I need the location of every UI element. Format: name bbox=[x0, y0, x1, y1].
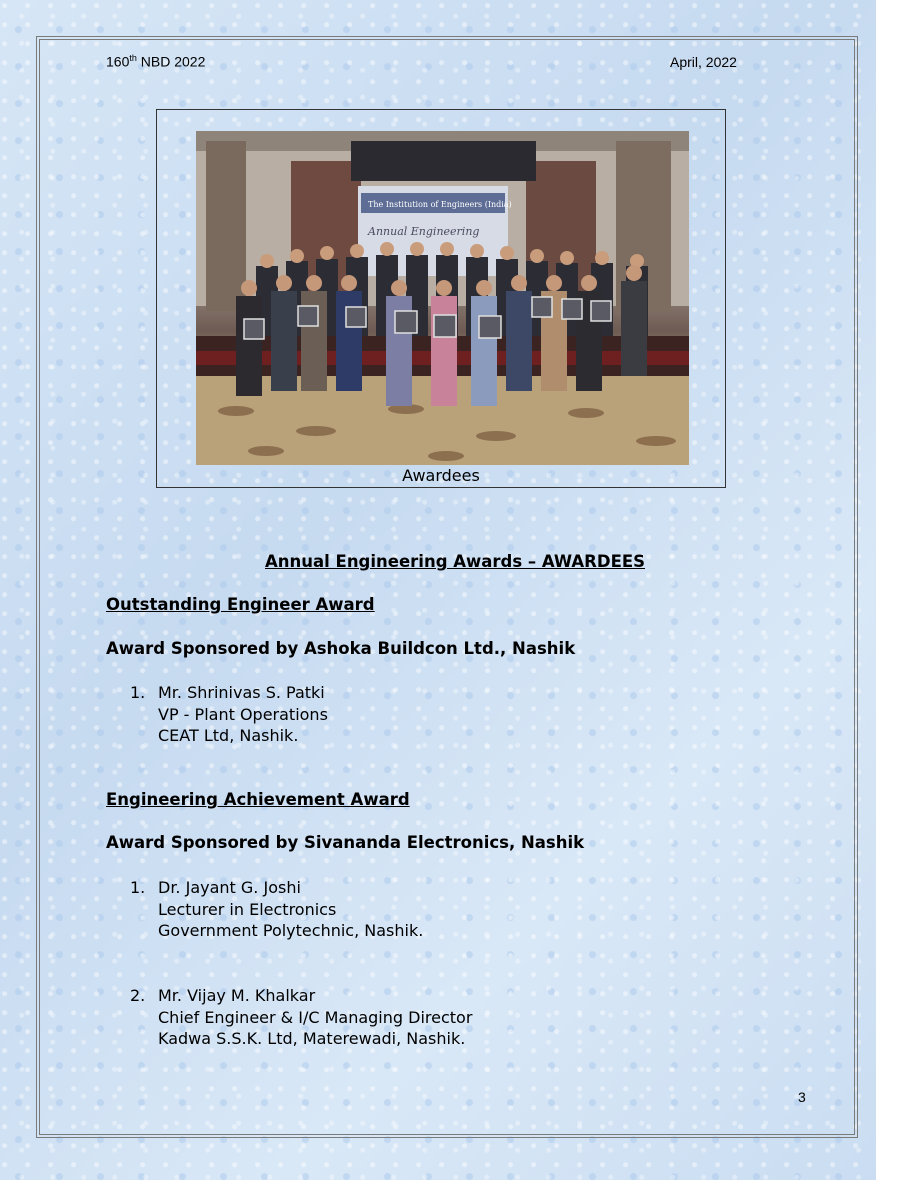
awardee-organization: Government Polytechnic, Nashik. bbox=[158, 921, 424, 940]
group-photo-illustration bbox=[196, 131, 689, 465]
awardee-number: 2. bbox=[130, 986, 146, 1005]
awardee-designation: Lecturer in Electronics bbox=[158, 899, 337, 919]
awardee-number: 1. bbox=[130, 683, 146, 702]
awardee-number: 1. bbox=[130, 878, 146, 897]
banner-text-2: Annual Engineering bbox=[368, 225, 480, 238]
awardee-name: Dr. Jayant G. Joshi bbox=[158, 878, 301, 897]
main-heading: Annual Engineering Awards – AWARDEES bbox=[265, 552, 645, 571]
photo-frame bbox=[156, 109, 726, 488]
awardee-organization: Kadwa S.S.K. Ltd, Materewadi, Nashik. bbox=[158, 1029, 466, 1048]
issue-label: 160th NBD 2022 bbox=[106, 53, 206, 70]
banner-text-1: The Institution of Engineers (India) bbox=[368, 200, 512, 209]
photo-caption: Awardees bbox=[402, 466, 480, 485]
page-margin-strip bbox=[876, 0, 900, 1180]
page-number: 3 bbox=[798, 1089, 806, 1105]
section-title-outstanding-engineer: Outstanding Engineer Award bbox=[106, 595, 375, 614]
awardee-organization: CEAT Ltd, Nashik. bbox=[158, 726, 299, 745]
awardee-designation: Chief Engineer & I/C Managing Director bbox=[158, 1007, 473, 1027]
section-sponsor: Award Sponsored by Sivananda Electronics, Nashik bbox=[106, 833, 585, 852]
awardee-name: Mr. Vijay M. Khalkar bbox=[158, 986, 316, 1005]
issue-date: April, 2022 bbox=[670, 54, 737, 70]
awardee-name: Mr. Shrinivas S. Patki bbox=[158, 683, 325, 702]
awardee-designation: VP - Plant Operations bbox=[158, 704, 328, 724]
section-title-engineering-achievement: Engineering Achievement Award bbox=[106, 790, 410, 809]
awardees-photo bbox=[196, 131, 689, 465]
section-sponsor: Award Sponsored by Ashoka Buildcon Ltd., Nashik bbox=[106, 639, 576, 658]
